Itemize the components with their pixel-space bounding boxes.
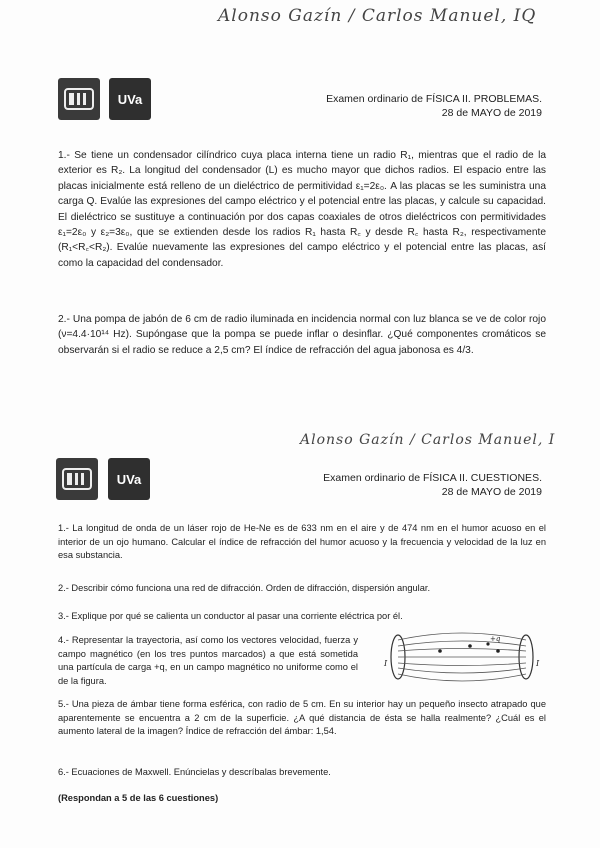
problem-1: 1.- Se tiene un condensador cilíndrico cuya placa interna tiene un radio R₁, mientras que el radio de la exterior es R₂. La longitud del condensador (L) es mucho mayor que dichos radios. El espacio entre las placas inicialmente está relleno de un dieléctrico de permitividad ε₁=2ε₀. A las placas se les suministra una carga Q. Evalúe las expresiones del campo eléctrico y el potencial entre las placas, y calcule su capacidad. El dieléctrico se sustituye a continuación por dos capas coaxiales de otros dieléctricos con permitividades ε₁=2ε₀ y ε₂=3ε₀, que se extienden desde los radios R₁ hasta R꜀ y desde R꜀ hasta R₂, respectivamente (R₁<R꜀<R₂). Evalúe nuevamente las expresiones del campo eléctrico y el potencial entre las placas, así como la capacidad del condensador.	[58, 150, 546, 269]
uva-logo: UVa	[109, 78, 151, 120]
exam-date: 28 de MAYO de 2019	[441, 486, 542, 498]
exam-date: 28 de MAYO de 2019	[441, 107, 542, 119]
exam-header-problems	[326, 92, 542, 120]
answer-instructions: (Respondan a 5 de las 6 cuestiones)	[58, 793, 219, 803]
question-6: 6.- Ecuaciones de Maxwell. Enúncielas y descríbalas brevemente.	[58, 767, 331, 777]
field-line	[398, 649, 526, 652]
exam-title: Examen ordinario de FÍSICA II. CUESTIONES.	[323, 472, 542, 484]
eii-logo-icon	[60, 466, 94, 492]
question-5: 5.- Una pieza de ámbar tiene forma esférica, con radio de 5 cm. En su interior hay un pequeño insecto atrapado que aparentemente se encuentra a 2 cm de la superficie. ¿A qué distancia de ésta se halla realmente? ¿Cuál es el aumento lateral de la imagen? Índice de refracción del ámbar: 1,54.	[58, 699, 546, 737]
marked-point	[496, 649, 500, 653]
field-line	[398, 641, 526, 646]
eii-logo	[56, 458, 98, 500]
field-line	[398, 663, 526, 666]
eii-logo-icon	[62, 86, 96, 112]
magnetic-field-figure	[380, 630, 544, 684]
question-1: 1.- La longitud de onda de un láser rojo de He-Ne es de 633 nm en el aire y de 474 nm en el humor acuoso en el interior de un ojo humano. Calcular el índice de refracción del humor acuoso y la frecuencia y velocidad de la luz en esa substancia.	[58, 523, 546, 561]
uva-logo: UVa	[108, 458, 150, 500]
question-2: 2.- Describir cómo funciona una red de difracción. Orden de difracción, dispersión angular.	[58, 583, 431, 593]
charge-label: +q	[490, 635, 501, 643]
handwritten-names-bottom: Alonso Gazín / Carlos Manuel, I	[300, 432, 556, 448]
field-line	[398, 674, 526, 681]
eii-logo	[58, 78, 100, 120]
question-4: 4.- Representar la trayectoria, así como los vectores velocidad, fuerza y campo magnético (en los tres puntos marcados) a que está sometida una partícula de carga +q, en un campo magnético no uniforme como el de la figura.	[58, 635, 358, 686]
current-label-left: I	[384, 659, 388, 668]
question-3: 3.- Explique por qué se calienta un conductor al pasar una corriente eléctrica por él.	[58, 611, 403, 621]
field-line	[398, 633, 526, 640]
handwritten-names-top: Alonso Gazín / Carlos Manuel, IQ	[218, 6, 537, 26]
exam-title: Examen ordinario de FÍSICA II. PROBLEMAS.	[326, 93, 542, 105]
field-line	[398, 668, 526, 673]
exam-header-questions	[323, 471, 542, 499]
marked-point	[468, 644, 472, 648]
marked-point	[438, 649, 442, 653]
current-label-right: I	[536, 659, 540, 668]
problem-2: 2.- Una pompa de jabón de 6 cm de radio iluminada en incidencia normal con luz blanca se ve de color rojo (ν=4.4·10¹⁴ Hz). Supóngase que la pompa se puede inflar o desinflar. ¿Qué componentes cromáticos se observarán si el radio se reduce a 2,5 cm? El índice de refracción del agua jabonosa es 4/3.	[58, 314, 546, 356]
